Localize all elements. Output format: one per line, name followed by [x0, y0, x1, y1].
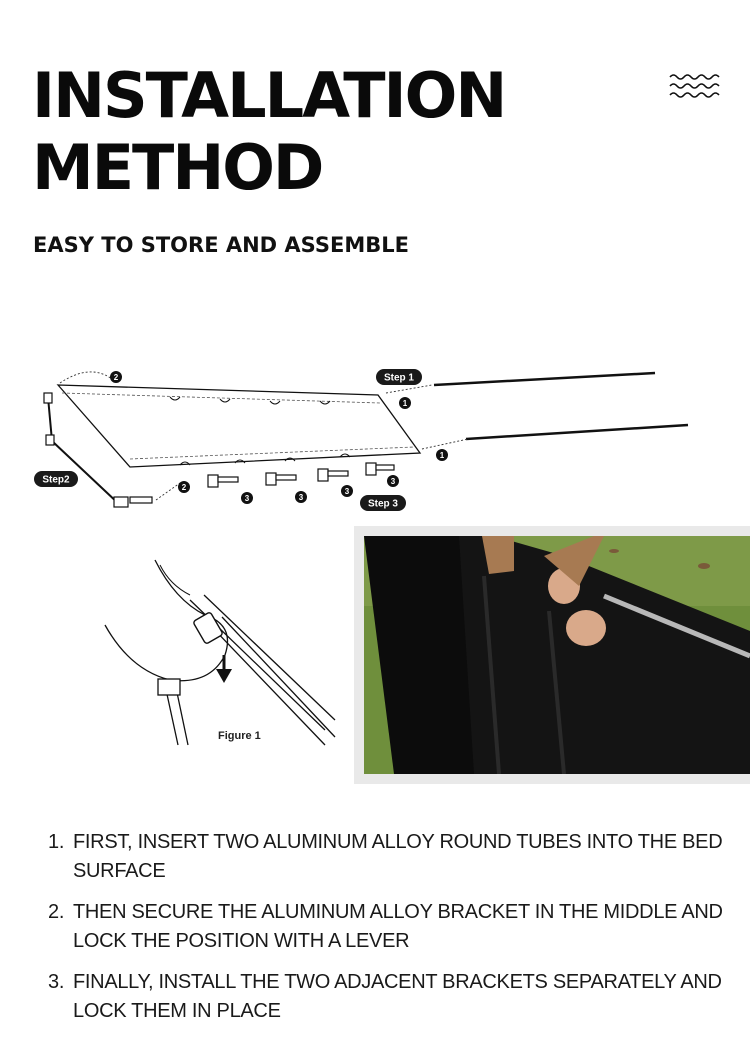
figure-label: Figure 1	[218, 730, 261, 742]
instruction-item	[48, 968, 728, 1026]
svg-text:1: 1	[439, 451, 445, 460]
instruction-text: FINALLY, INSTALL THE TWO ADJACENT BRACKETS SEPARATELY AND LOCK THEM IN PLACE	[73, 971, 722, 1022]
svg-text:3: 3	[390, 477, 396, 486]
svg-text:3: 3	[344, 487, 350, 496]
svg-text:3: 3	[298, 493, 304, 502]
title-line-1: INSTALLATION	[32, 59, 506, 132]
instruction-number: 1.	[48, 831, 65, 853]
instruction-item	[48, 898, 728, 956]
step2-badge	[34, 471, 78, 487]
svg-text:1: 1	[402, 399, 408, 408]
assembly-diagram	[30, 355, 700, 525]
step1-label: Step 1	[383, 372, 415, 384]
step3-label: Step 3	[367, 498, 399, 510]
instruction-list	[48, 828, 728, 1038]
subtitle: EASY TO STORE AND ASSEMBLE	[33, 233, 409, 257]
step1-badge	[376, 369, 422, 385]
instruction-text: THEN SECURE THE ALUMINUM ALLOY BRACKET IN THE MIDDLE AND LOCK THE POSITION WITH A LEVER	[73, 901, 723, 952]
instruction-item	[48, 828, 728, 886]
instruction-number: 2.	[48, 901, 65, 923]
photo-frame	[354, 526, 750, 784]
svg-text:3: 3	[244, 494, 250, 503]
step3-badge	[360, 495, 406, 511]
page-title	[32, 60, 505, 204]
instruction-text: FIRST, INSERT TWO ALUMINUM ALLOY ROUND TUBES INTO THE BED SURFACE	[73, 831, 723, 882]
assembly-photo	[364, 536, 750, 774]
title-line-2: METHOD	[32, 131, 323, 204]
wave-icon	[668, 73, 724, 101]
figure-1-illustration	[100, 555, 340, 755]
svg-text:2: 2	[113, 373, 119, 382]
instruction-number: 3.	[48, 971, 65, 993]
step2-label: Step2	[42, 474, 70, 486]
svg-text:2: 2	[181, 483, 187, 492]
